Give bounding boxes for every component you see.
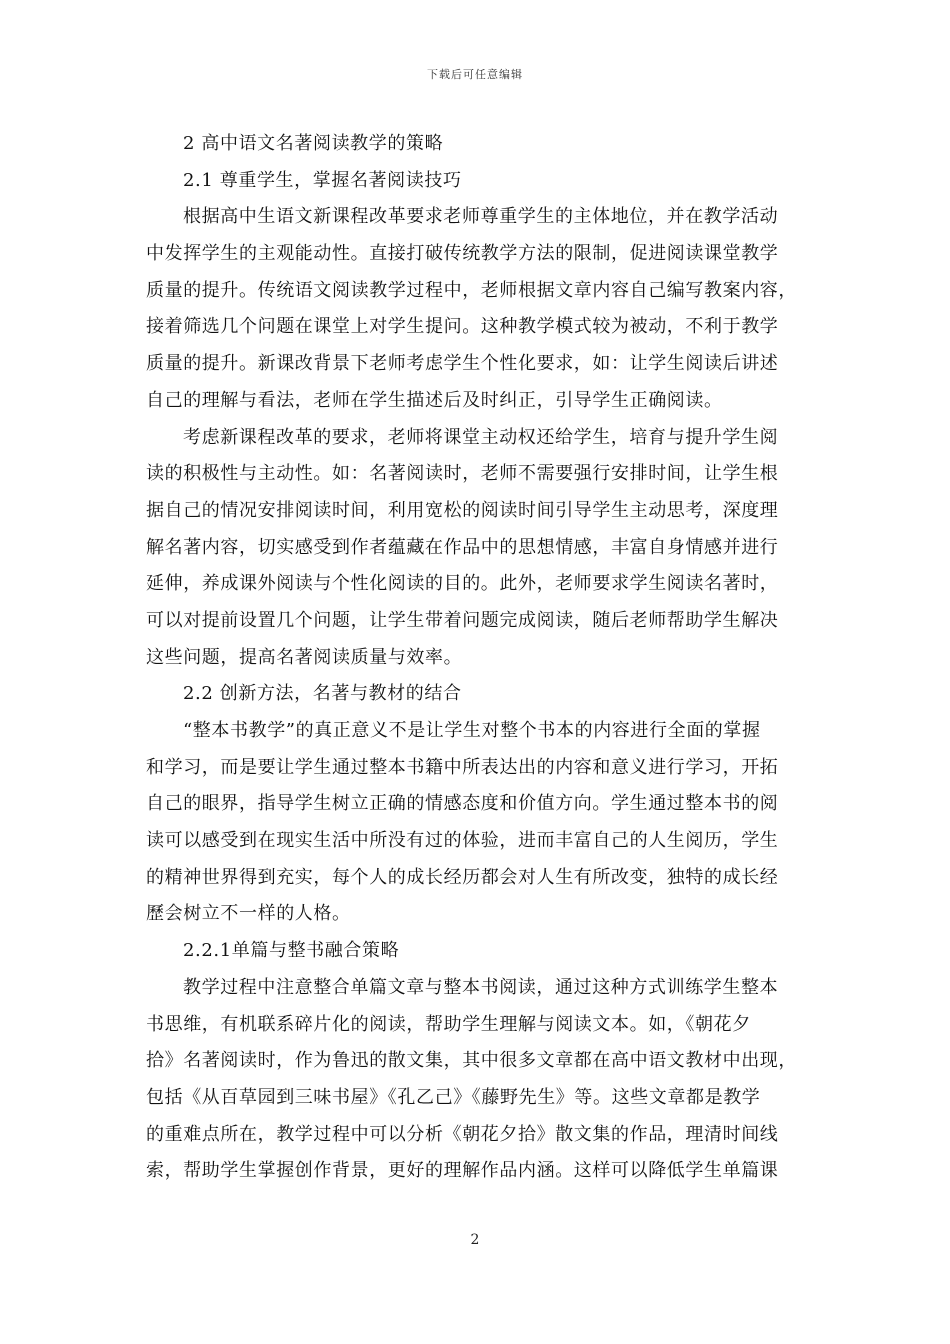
text-line: 延伸，养成课外阅读与个性化阅读的目的。此外，老师要求学生阅读名著时， bbox=[146, 573, 779, 595]
body-text bbox=[146, 126, 822, 1190]
text-line: 自己的理解与看法，老师在学生描述后及时纠正，引导学生正确阅读。 bbox=[146, 389, 723, 411]
text-line: 索，帮助学生掌握创作背景，更好的理解作品内涵。这样可以降低学生单篇课 bbox=[146, 1160, 779, 1182]
text-line: 的精神世界得到充实，每个人的成长经历都会对人生有所改变，独特的成长经 bbox=[146, 866, 779, 888]
text-line: 质量的提升。新课改背景下老师考虑学生个性化要求，如：让学生阅读后讲述 bbox=[146, 353, 779, 375]
text-line: 根据高中生语文新课程改革要求老师尊重学生的主体地位，并在教学活动 bbox=[183, 206, 779, 228]
text-line: 包括《从百草园到三味书屋》《孔乙己》《藤野先生》等。这些文章都是教学 bbox=[146, 1086, 761, 1108]
text-line: 歷会树立不一样的人格。 bbox=[146, 903, 351, 925]
text-line: 2.2.1单篇与整书融合策略 bbox=[183, 940, 400, 962]
text-line: 读的积极性与主动性。如：名著阅读时，老师不需要强行安排时间，让学生根 bbox=[146, 463, 779, 485]
text-line: 拾》名著阅读时，作为鲁迅的散文集，其中很多文章都在高中语文教材中出现， bbox=[146, 1050, 797, 1072]
text-line: 教学过程中注意整合单篇文章与整本书阅读，通过这种方式训练学生整本 bbox=[183, 976, 779, 998]
text-line: 自己的眼界，指导学生树立正确的情感态度和价值方向。学生通过整本书的阅 bbox=[146, 793, 779, 815]
header-note: 下载后可任意编辑 bbox=[427, 68, 523, 81]
text-line: 读可以感受到在现实生活中所没有过的体验，进而丰富自己的人生阅历，学生 bbox=[146, 830, 779, 852]
text-line: 接着筛选几个问题在课堂上对学生提问。这种教学模式较为被动，不利于教学 bbox=[146, 316, 779, 338]
text-line: 中发挥学生的主观能动性。直接打破传统教学方法的限制，促进阅读课堂教学 bbox=[146, 243, 779, 265]
text-line: 考虑新课程改革的要求，老师将课堂主动权还给学生，培育与提升学生阅 bbox=[183, 426, 779, 448]
text-line: 解名著内容，切实感受到作者蕴藏在作品中的思想情感，丰富自身情感并进行 bbox=[146, 536, 779, 558]
text-line: 和学习，而是要让学生通过整本书籍中所表达出的内容和意义进行学习，开拓 bbox=[146, 756, 779, 778]
text-line: 这些问题，提高名著阅读质量与效率。 bbox=[146, 646, 463, 668]
text-line: 2.2 创新方法，名著与教材的结合 bbox=[183, 683, 462, 705]
text-line: 2.1 尊重学生，掌握名著阅读技巧 bbox=[183, 169, 462, 191]
text-line: 质量的提升。传统语文阅读教学过程中，老师根据文章内容自己编写教案内容， bbox=[146, 279, 797, 301]
text-line: 据自己的情况安排阅读时间，利用宽松的阅读时间引导学生主动思考，深度理 bbox=[146, 499, 779, 521]
text-line: 可以对提前设置几个问题，让学生带着问题完成阅读，随后老师帮助学生解决 bbox=[146, 609, 779, 631]
text-line: 书思维，有机联系碎片化的阅读，帮助学生理解与阅读文本。如，《朝花夕 bbox=[146, 1013, 751, 1035]
text-line: 2 高中语文名著阅读教学的策略 bbox=[183, 133, 444, 154]
text-line: 的重难点所在，教学过程中可以分析《朝花夕拾》散文集的作品，理清时间线 bbox=[146, 1123, 779, 1145]
page-number: 2 bbox=[470, 1232, 480, 1248]
text-line: “整本书教学”的真正意义不是让学生对整个书本的内容进行全面的掌握 bbox=[183, 720, 761, 741]
